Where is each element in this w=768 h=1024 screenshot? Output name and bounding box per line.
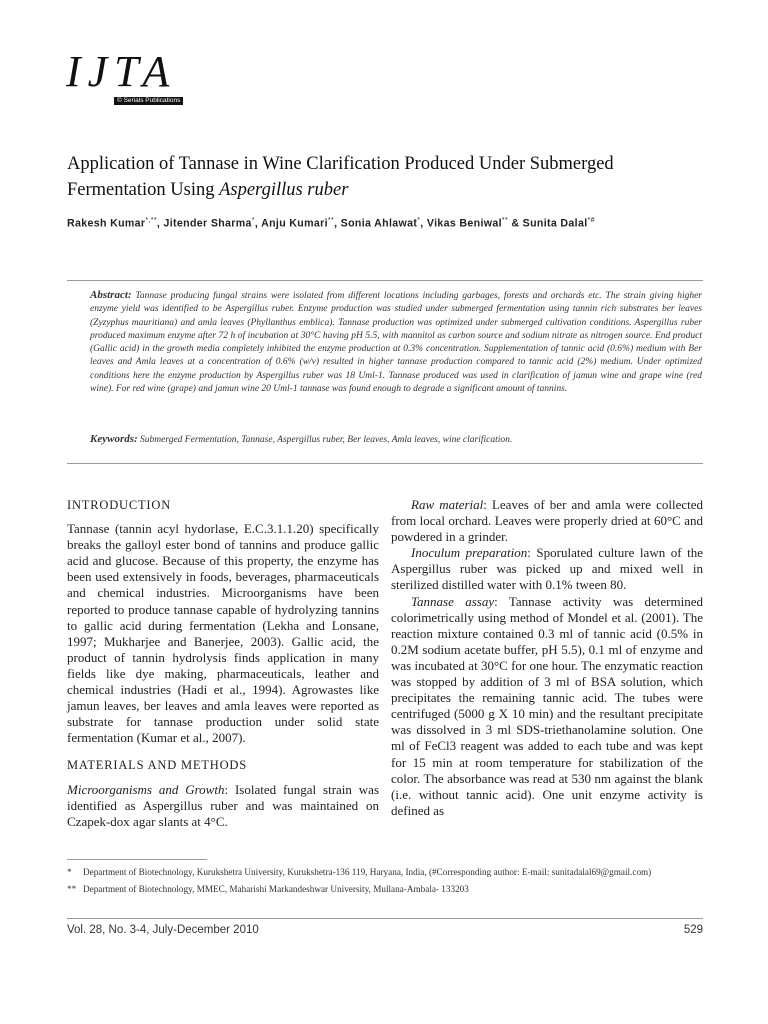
raw-material-label: Raw material <box>411 497 484 512</box>
abstract-body: Tannase producing fungal strains were isolated from different locations including garbages, forests and orchards etc. The strain giving higher enzyme yield was identified to be Aspergillus ruber. Enzyme production was studied under submerged fermentation using tannin rich substrates ber leaves (Zyzyphus mauritiana) and amla leaves (Phyllanthus emblica). Tannase production was optimized under submerged cultivation conditions. Aspergillus ruber produced maximum enzyme after 72 h of incubation at 30°C having pH 5.5, with mannitol as carbon source and sodium nitrate as nitrogen source. End product (Gallic acid) in the growth media completely inhibited the enzyme production at 0.3% concentration. Supplementation of tannic acid (0.6%) medium with Ber leaves and Amla leaves at a concentration of 0.6% (w/v) resulted in higher tannase production compared to tannic acid (2%) medium. Under optimized conditions here the enzyme production by Aspergillus ruber was 18 Uml-1. Tannase produced was used in clarification of jamun wine and grape wine (red wine). For red wine (grape) and jamun wine 20 Uml-1 tannase was found enough to degrade a significant amount of tannins. <box>90 291 702 395</box>
introduction-paragraph: Tannase (tannin acyl hydorlase, E.C.3.1.1.20) specifically breaks the galloyl ester bond of tannins and produce gallic acid and glucose. Because of this property, the enzyme has been used extensively in foods, beverages, pharmaceuticals and chemical industries. Microorganisms have been reported to produce tannase capable of hydrolyzing tannins to gallic acid during fermentation (Lekha and Lonsane, 1997; Mukharjee and Banerjee, 2003). Gallic acid, the product of tannin hydrolysis finds application in many fields like dye making, pharmaceuticals, leather and chemical industries (Hadi et al., 1994). Agrowastes like jamun leaves, ber leaves and amla leaves were reported as substrate for tannase production under solid state fermentation (Kumar et al., 2007). <box>67 521 379 746</box>
article-title-organism: Aspergillus ruber <box>219 180 349 200</box>
inoculum-label: Inoculum preparation <box>411 545 528 561</box>
footnote <box>67 866 703 879</box>
journal-logo-letters: IJTA <box>66 47 177 96</box>
publisher-name: © Serials Publications <box>114 97 183 105</box>
tannase-assay-paragraph <box>391 594 703 819</box>
left-column <box>67 497 379 830</box>
footnote-mark: ** <box>67 883 77 894</box>
footnotes <box>67 866 703 899</box>
footnote-text: Department of Biotechnology, Kurukshetra University, Kurukshetra-136 119, Haryana, India, (#Corresponding author: E-mail: sunitadalal69@gmail.com) <box>83 867 652 877</box>
author-list: Rakesh Kumar*,**, Jitender Sharma*, Anju Kumari**, Sonia Ahlawat*, Vikas Beniwal** & Sunita Dalal*# <box>67 217 595 230</box>
raw-material-paragraph <box>391 497 703 545</box>
author-name: Jitender Sharma <box>163 217 252 230</box>
author-affiliation-mark: *# <box>587 217 595 224</box>
inoculum-text: : Sporulated culture lawn of the Aspergillus ruber was picked up and mixed well in sterilized distilled water with 0.1% tween 80. <box>391 545 703 593</box>
keywords <box>90 433 702 445</box>
author-name: Vikas Beniwal <box>426 217 502 230</box>
abstract <box>90 289 702 396</box>
right-column <box>391 497 703 819</box>
microorganisms-paragraph <box>67 782 379 830</box>
page-footer <box>67 924 703 936</box>
keywords-list: Submerged Fermentation, Tannase, Aspergillus ruber, Ber leaves, Amla leaves, wine clarification. <box>140 435 513 445</box>
tannase-assay-text: : Tannase activity was determined colorimetrically using method of Mondel et al. (2001). The reaction mixture contained 0.3 ml of tannic acid (0.5% in 0.2M sodium acetate buffer, pH 5.5), 0.1 ml of enzyme and was incubated at 30°C for one hour. The enzymatic reaction was stopped by addition of 3 ml of BSA solution, which precipitates the remaining tannic acid. The tubes were centrifuged (5000 g X 10 min) and the resultant precipitate was dissolved in 3 ml SDS-triethanolamine solution. One ml of FeCl3 reagent was added to each tube and was kept for 15 min at room temperature for stabilization of the color. The absorbance was read at 530 nm against the blank (i.e. without tannic acid). One unit enzyme activity is defined as <box>391 593 703 818</box>
author-affiliation-mark: * <box>417 217 421 224</box>
keywords-heading: Keywords: <box>90 433 138 445</box>
microorganisms-label: Microorganisms and Growth <box>67 781 225 797</box>
footnote-divider <box>67 859 207 860</box>
tannase-assay-label: Tannase assay <box>411 593 495 609</box>
inoculum-paragraph <box>391 545 703 593</box>
author-affiliation-mark: ** <box>327 217 335 224</box>
author-affiliation-mark: *,** <box>145 217 157 224</box>
footer-divider <box>67 918 703 919</box>
abstract-box <box>67 280 703 464</box>
footnote-mark: * <box>67 867 72 877</box>
raw-material-text: : Leaves of ber and amla were collected from local orchard. Leaves were properly dried at 60°C and powdered in a grinder. <box>391 497 703 545</box>
article-title <box>67 151 707 203</box>
abstract-heading: Abstract: <box>90 289 132 301</box>
author-name: Sunita Dalal <box>522 217 588 230</box>
author-name: Rakesh Kumar <box>67 217 146 230</box>
footnote <box>67 883 703 896</box>
introduction-heading: INTRODUCTION <box>67 498 172 512</box>
author-name: Sonia Ahlawat <box>340 217 418 230</box>
article-title-text: Application of Tannase in Wine Clarification Produced Under Submerged Fermentation Using <box>67 154 614 200</box>
microorganisms-text: : Isolated fungal strain was identified as Aspergillus ruber and was maintained on Czapek-dox agar slants at 4°C. <box>67 781 380 829</box>
author-name: Anju Kumari <box>261 217 328 230</box>
methods-heading: MATERIALS AND METHODS <box>67 758 248 773</box>
author-affiliation-mark: ** <box>501 217 509 224</box>
journal-logo <box>66 47 196 108</box>
author-affiliation-mark: * <box>251 217 255 224</box>
volume-info: Vol. 28, No. 3-4, July-December 2010 <box>67 924 259 936</box>
page-number: 529 <box>683 924 703 936</box>
footnote-text: Department of Biotechnology, MMEC, Maharishi Markandeshwar University, Mullana-Ambala- 133203 <box>83 883 469 894</box>
